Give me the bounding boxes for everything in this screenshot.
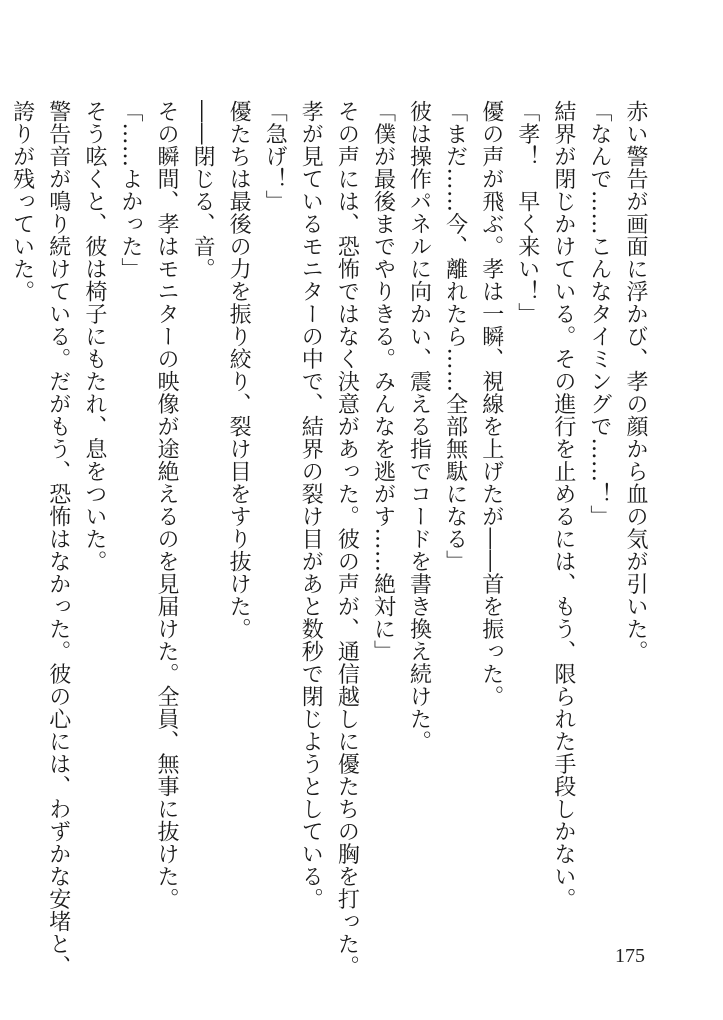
text-line: 警告音が鳴り続けている。だがもう、恐怖はなかった。彼の心には、わずかな安堵と、 xyxy=(45,100,71,978)
text-line: 「孝！ 早く来い！」 xyxy=(514,100,540,325)
text-line: その声には、恐怖ではなく決意があった。彼の声が、通信越しに優たちの胸を打った。 xyxy=(334,100,360,978)
text-line: 彼は操作パネルに向かい、震える指でコードを書き換え続けた。 xyxy=(406,100,432,753)
text-line: 赤い警告が画面に浮かび、孝の顔から血の気が引いた。 xyxy=(623,100,648,663)
text-line: 優たちは最後の力を振り絞り、裂け目をすり抜けた。 xyxy=(226,100,252,640)
text-line: 結界が閉じかけている。その進行を止めるには、もう、限られた手段しかない。 xyxy=(550,100,576,910)
text-line: 優の声が飛ぶ。孝は一瞬、視線を上げたが――首を振った。 xyxy=(478,100,504,708)
text-line: 「……よかった」 xyxy=(117,100,143,280)
text-line: 「僕が最後までやりきる。みんなを逃がす……絶対に」 xyxy=(370,100,396,663)
text-line: ――閉じる、音。 xyxy=(190,100,216,280)
text-line: 誇りが残っていた。 xyxy=(9,100,35,303)
text-line: 「なんで……こんなタイミングで……！」 xyxy=(586,100,612,528)
text-line: 孝が見ているモニターの中で、結界の裂け目があと数秒で閉じようとしている。 xyxy=(298,100,324,910)
text-line: そう呟くと、彼は椅子にもたれ、息をついた。 xyxy=(81,100,107,573)
text-line: 「まだ……今、離れたら……全部無駄になる」 xyxy=(442,100,468,573)
text-line: 「急げ！」 xyxy=(262,100,288,213)
text-line: その瞬間、孝はモニターの映像が途絶えるのを見届けた。全員、無事に抜けた。 xyxy=(153,100,179,910)
page-number: 175 xyxy=(615,945,645,967)
